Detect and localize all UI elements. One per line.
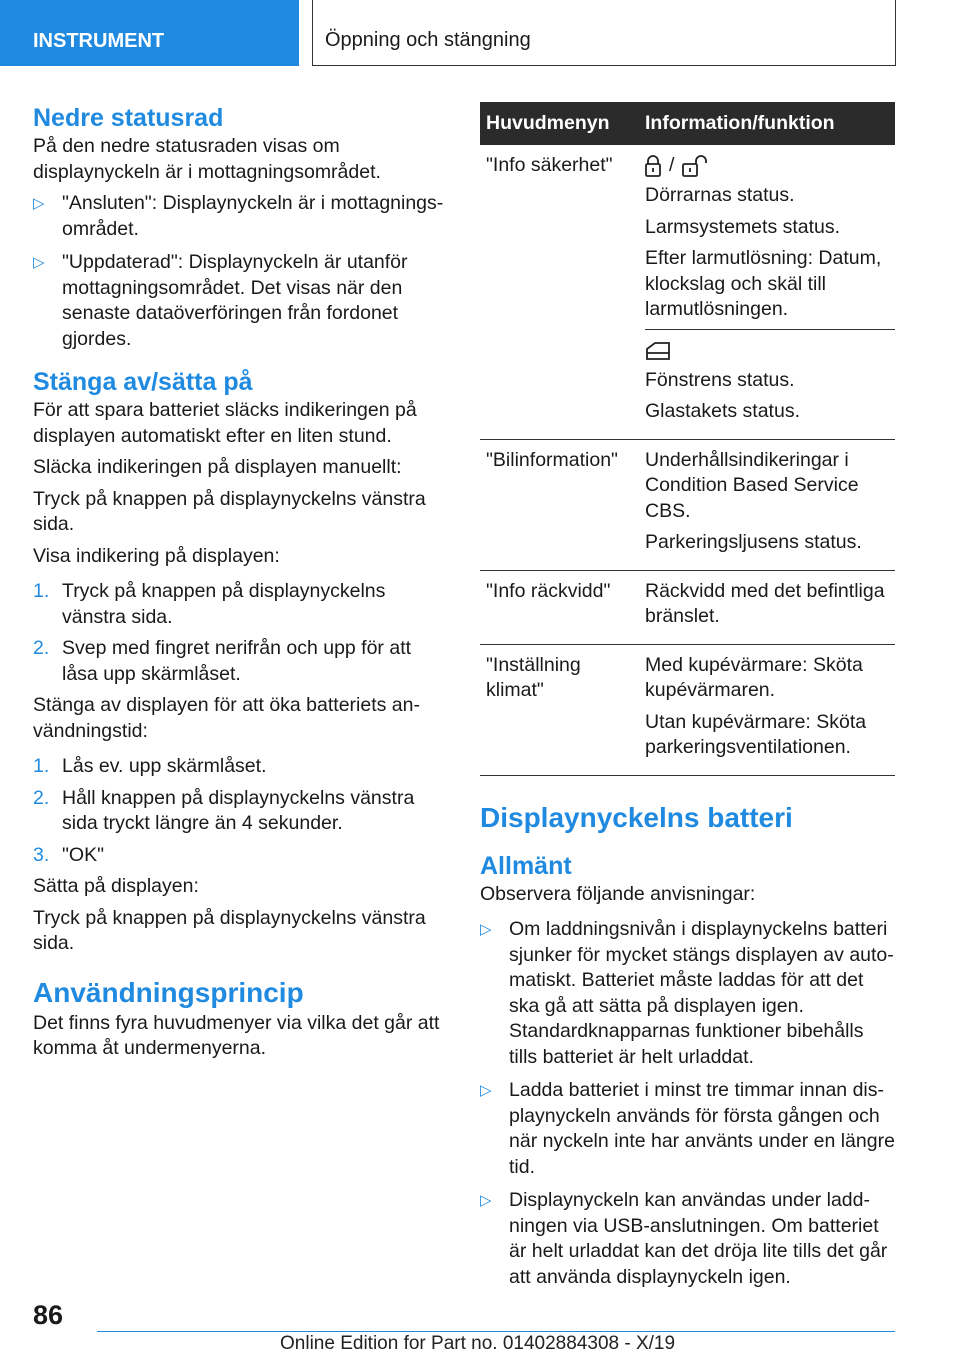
list-item: 2. Svep med fingret nerifrån och upp för att låsa upp skärmlåset. bbox=[33, 637, 412, 685]
page-number: 86 bbox=[33, 1300, 64, 1330]
paragraph: Observera följande anvisningar: bbox=[480, 882, 756, 905]
chapter-title: Öppning och stängning bbox=[312, 0, 896, 66]
triangle-bullet-icon: ▷ bbox=[480, 921, 492, 938]
info-cell bbox=[639, 439, 895, 570]
info-line: Utan kupévärmare: Sköta parkeringsventilationen. bbox=[645, 710, 867, 758]
table-row bbox=[480, 570, 895, 644]
triangle-bullet-icon: ▷ bbox=[480, 1082, 492, 1099]
heading-allmant: Allmänt bbox=[480, 851, 572, 880]
paragraph: Släcka indikeringen på displayen manuellt: bbox=[33, 456, 402, 478]
heading-batteri: Displaynyckelns batteri bbox=[480, 801, 793, 833]
info-cell bbox=[639, 570, 895, 644]
paragraph: Tryck på knappen på displaynyckelns vänstra sida. bbox=[33, 487, 426, 535]
bullet-list bbox=[480, 917, 895, 1290]
numbered-list bbox=[33, 579, 445, 687]
paragraph: Visa indikering på displayen: bbox=[33, 544, 280, 567]
table-row bbox=[480, 644, 895, 775]
info-line: Underhållsindikeringar i Condition Based Service CBS. bbox=[645, 448, 859, 522]
bullet-list bbox=[33, 191, 445, 352]
heading-princip: Användningsprincip bbox=[33, 976, 304, 1008]
table-row bbox=[480, 145, 895, 439]
paragraph: Det finns fyra huvudmenyer via vilka det går att komma åt undermenyerna. bbox=[33, 1011, 440, 1059]
paragraph: Stänga av displayen för att öka batteriets användningstid: bbox=[33, 694, 420, 742]
list-item: 3. "OK" bbox=[33, 843, 105, 866]
list-item: ▷ Ladda batteriet i minst tre timmar innan displaynyckeln används för första gången och när nyckeln inte har använts under en längre tid. bbox=[480, 1079, 895, 1178]
edition-note: Online Edition for Part no. 01402884308 - X/19 bbox=[280, 1333, 676, 1354]
section-tab: INSTRUMENT bbox=[0, 0, 299, 66]
window-icons bbox=[645, 338, 889, 364]
column-header: Huvudmenyn bbox=[480, 102, 639, 145]
triangle-bullet-icon: ▷ bbox=[33, 254, 45, 271]
paragraph: Sätta på displayen: bbox=[33, 875, 199, 897]
info-cell bbox=[639, 145, 895, 439]
paragraph: Tryck på knappen på displaynyckelns vänstra sida. bbox=[33, 906, 426, 954]
column-header: Information/funktion bbox=[639, 102, 895, 145]
table-header-row bbox=[480, 102, 895, 145]
info-line: Parkeringsljusens status. bbox=[645, 531, 862, 553]
lock-icons: / bbox=[645, 153, 889, 179]
footer-divider bbox=[97, 1331, 895, 1332]
info-line: Efter larmutlösning: Datum, klockslag och skäl till larmutlösningen. bbox=[645, 247, 882, 320]
lock-closed-icon bbox=[645, 155, 661, 177]
numbered-list bbox=[33, 754, 445, 868]
lock-open-icon bbox=[682, 155, 708, 177]
info-cell bbox=[639, 644, 895, 775]
info-line: Fönstrens status. bbox=[645, 368, 795, 391]
heading-statusrad: Nedre statusrad bbox=[33, 104, 224, 132]
info-line: Räckvidd med det befintliga bränslet. bbox=[645, 579, 885, 627]
paragraph: För att spara batteriet släcks indikeringen på displayen automatiskt efter en liten stund. bbox=[33, 399, 417, 447]
menu-cell: "Info säkerhet" bbox=[480, 145, 639, 439]
list-item: ▷ Om laddningsnivån i displaynyckelns batteri sjunker för mycket stängs displayen av automatiskt. Batteriet måste laddas för att det ska gå att sätta på displayen igen. Standardknapparnas funktioner bibehålls tills batteriet är helt urladdat. bbox=[480, 918, 894, 1068]
triangle-bullet-icon: ▷ bbox=[480, 1192, 492, 1209]
list-item: ▷ Displaynyckeln kan användas under laddningen via USB-anslutningen. Om batteriet är helt urladdat kan det dröja lite tills det går att använda displaynyckeln igen. bbox=[480, 1189, 888, 1288]
left-column bbox=[33, 102, 445, 1068]
sub-divider bbox=[645, 329, 895, 330]
list-item: 1. Lås ev. upp skärmlåset. bbox=[33, 755, 267, 777]
page-header bbox=[0, 0, 960, 66]
info-line: Larmsystemets status. bbox=[645, 215, 841, 238]
info-line: Med kupévärmare: Sköta kupévärmaren. bbox=[645, 653, 863, 701]
list-item: ▷ "Uppdaterad": Displaynyckeln är utanför mottagningsområdet. Det visas när den senaste dataöverföringen från fordonet gjordes. bbox=[33, 251, 408, 350]
list-item: 1. Tryck på knappen på displaynyckelns vänstra sida. bbox=[33, 580, 386, 628]
menu-cell: "Inställning klimat" bbox=[480, 644, 639, 775]
main-menu-table bbox=[480, 102, 895, 776]
heading-stanga: Stänga av/sätta på bbox=[33, 368, 253, 396]
info-line: Glastakets status. bbox=[645, 400, 800, 422]
table-row bbox=[480, 439, 895, 570]
right-column bbox=[480, 102, 895, 1298]
triangle-bullet-icon: ▷ bbox=[33, 195, 45, 212]
info-line: Dörrarnas status. bbox=[645, 184, 795, 206]
window-icon bbox=[645, 341, 671, 361]
paragraph: På den nedre statusraden visas om displaynyckeln är i mottagningsområdet. bbox=[33, 135, 381, 183]
menu-cell: "Bilinformation" bbox=[480, 439, 639, 570]
menu-cell: "Info räckvidd" bbox=[480, 570, 639, 644]
list-item: 2. Håll knappen på displaynyckelns vänstra sida tryckt längre än 4 sekunder. bbox=[33, 786, 415, 834]
list-item: ▷ "Ansluten": Displaynyckeln är i mottagningsområdet. bbox=[33, 192, 444, 240]
